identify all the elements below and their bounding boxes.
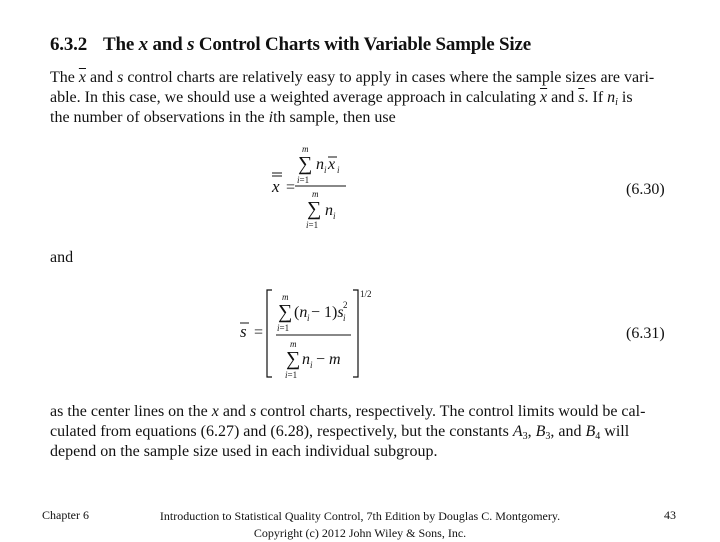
svg-text:∑: ∑ xyxy=(298,153,313,175)
svg-text:− m: − m xyxy=(316,351,341,368)
svg-text:n: n xyxy=(302,351,310,368)
svg-text:i: i xyxy=(324,165,327,175)
svg-text:(n: (n xyxy=(294,304,308,321)
svg-text:=: = xyxy=(254,324,264,341)
svg-text:i=1: i=1 xyxy=(277,323,290,333)
heading-text-3: Control Charts with Variable Sample Size xyxy=(194,34,531,55)
intro-line-3: the number of observations in the ith sample, then use xyxy=(50,109,396,126)
svg-text:i=1: i=1 xyxy=(306,220,319,230)
conclusion-line-3: depend on the sample size used in each individual subgroup. xyxy=(50,443,438,460)
section-heading xyxy=(50,34,531,56)
heading-x: x xyxy=(138,34,148,55)
intro-paragraph xyxy=(50,68,668,128)
heading-text-1: The xyxy=(103,34,139,55)
svg-text:=: = xyxy=(286,179,296,196)
xbar-symbol: $\overline{x}$ xyxy=(78,69,86,86)
conclusion-line-1: as the center lines on the x and s control charts, respectively. The control limits would be cal- xyxy=(50,403,646,420)
equation-6-30 xyxy=(262,140,372,235)
intro-line-2: able. In this case, we should use a weighted average approach in calculating $\overline{x}$ and $\overline{s}$. If $n_i$ is xyxy=(50,89,633,108)
conclusion-line-2: culated from equations (6.27) and (6.28), respectively, but the constants $A_3$, $B_3$, and $B_4$ will xyxy=(50,423,630,442)
svg-text:m: m xyxy=(302,144,309,154)
svg-text:s: s xyxy=(240,322,247,341)
svg-text:i=1: i=1 xyxy=(297,175,310,185)
footer-book-line-2: Copyright (c) 2012 John Wiley & Sons, Inc. xyxy=(253,526,467,540)
svg-text:∑: ∑ xyxy=(278,301,293,323)
svg-text:m: m xyxy=(290,339,297,349)
svg-text:1/2: 1/2 xyxy=(360,289,372,299)
svg-text:− 1)s: − 1)s xyxy=(311,304,344,321)
svg-text:m: m xyxy=(312,189,319,199)
svg-text:i=1: i=1 xyxy=(285,370,298,380)
svg-text:∑: ∑ xyxy=(286,348,301,370)
footer-book-info xyxy=(155,508,565,542)
and-text: and xyxy=(50,249,74,266)
svg-text:x: x xyxy=(328,156,336,173)
footer-book-line-1: Introduction to Statistical Quality Control, 7th Edition by Douglas C. Montgomery. xyxy=(159,509,561,523)
svg-text:i: i xyxy=(307,313,310,323)
svg-text:n: n xyxy=(325,202,333,219)
svg-text:i: i xyxy=(333,211,336,221)
equation-number-6-30: (6.30) xyxy=(626,181,665,198)
svg-text:2: 2 xyxy=(343,300,348,310)
intro-line-1: The $\overline{x}$ and s control charts are relatively easy to apply in cases where the sample sizes are vari- xyxy=(50,69,655,86)
section-number: 6.3.2 xyxy=(50,34,88,55)
equation-number-6-31: (6.31) xyxy=(626,325,665,342)
svg-text:m: m xyxy=(282,292,289,302)
svg-text:x: x xyxy=(272,177,280,196)
footer-page-number: 43 xyxy=(664,508,676,522)
equation-6-31 xyxy=(238,285,388,385)
svg-text:i: i xyxy=(310,360,313,370)
svg-text:∑: ∑ xyxy=(307,198,322,220)
svg-text:i: i xyxy=(337,165,340,175)
svg-text:n: n xyxy=(316,156,324,173)
heading-text-2: and xyxy=(147,34,188,55)
svg-text:i: i xyxy=(343,313,346,323)
footer-chapter: Chapter 6 xyxy=(42,508,89,522)
conclusion-paragraph xyxy=(50,402,668,462)
heading-s: s xyxy=(187,34,195,55)
